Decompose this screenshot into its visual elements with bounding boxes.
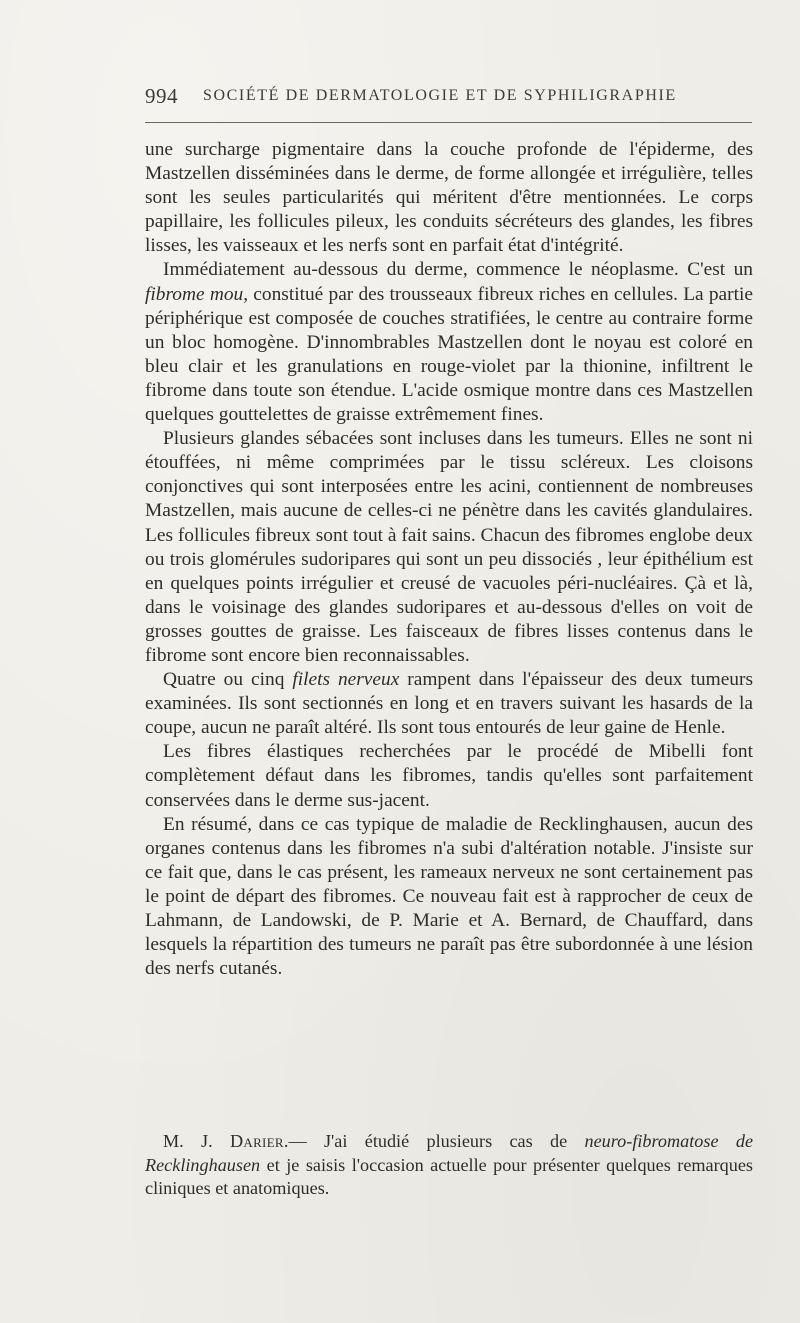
paragraph-text: Quatre ou cinq <box>163 669 293 691</box>
page-header <box>145 84 753 108</box>
paragraph-text: Les fibres élastiques recherchées par le procédé de Mibelli font complètement défaut dans les fibromes, tandis qu'elles sont parfaitement conservées dans le derme sus-jacent. <box>145 741 753 811</box>
paragraph-4 <box>145 668 753 740</box>
communication-paragraph <box>145 1130 753 1201</box>
header-rule <box>145 122 752 123</box>
communication-text <box>145 1130 753 1201</box>
italic-term: fibrome mou <box>145 283 244 305</box>
paragraph-1 <box>145 138 753 258</box>
paragraph-text: rampent dans l'épaisseur des deux tumeurs examinées. Ils sont sectionnés en long et en travers suivant les hasards de la coupe, aucun ne paraît altéré. Ils sont tous entourés de leur gaine de Henle. <box>145 669 754 739</box>
communication-rest: et je saisis l'occasion actuelle pour présenter quelques remarques cliniques et anatomiques. <box>145 1154 753 1198</box>
paragraph-text: , constitué par des trousseaux fibreux riches en cellules. La partie périphérique est composée de couches stratifiées, le centre au contraire forme un bloc homogène. D'innombrables Mastzellen dont le noyau est coloré en bleu clair et les granulations en rouge-violet par la thionine, infiltrent le fibrome dans toute son étendue. L'acide osmique montre dans ces Mastzellen quelques gouttelettes de graisse extrêmement fines. <box>145 283 753 426</box>
paragraph-6 <box>145 813 753 982</box>
communication-intro: .— J'ai étudié plusieurs cas de <box>283 1131 585 1151</box>
paragraph-text: Plusieurs glandes sébacées sont incluses dans les tumeurs. Elles ne sont ni étouffées, ni même comprimées par le tissu scléreux. Les cloisons conjonctives qui sont interposées entre les acini, contiennent de nombreuses Mastzellen, mais aucune de celles-ci ne pénètre dans les cavités glandulaires. Les follicules fibreux sont tout à fait sains. Chacun des fibromes englobe deux ou trois glomérules sudoripares qui sont un peu dissociés , leur épithélium est en quelques points irrégulier et creusé de vacuoles péri-nucléaires. Çà et là, dans le voisinage des glandes sudoripares et au-dessous d'elles on voit de grosses gouttes de graisse. Les faisceaux de fibres lisses contenus dans le fibrome sont encore bien reconnaissables. <box>145 428 753 666</box>
italic-topic: neuro-fibromatose de Recklinghausen <box>145 1131 754 1175</box>
body-text <box>145 138 753 981</box>
paragraph-3 <box>145 427 753 668</box>
paragraph-text: Immédiatement au-dessous du derme, commence le néoplasme. C'est un <box>163 259 753 281</box>
paragraph-5 <box>145 740 753 812</box>
speaker-name: Darier <box>229 1131 284 1151</box>
italic-term: filets nerveux <box>292 669 400 691</box>
page-number: 994 <box>145 84 178 108</box>
paragraph-text: une surcharge pigmentaire dans la couche profonde de l'épiderme, des Mastzellen disséminées dans le derme, de forme allongée et irrégulière, telles sont les seules particularités qui méritent d'être mentionnées. Le corps papillaire, les follicules pileux, les conduits sécréteurs des glandes, les fibres lisses, les vaisseaux et les nerfs sont en parfait état d'intégrité. <box>145 139 753 257</box>
speaker-prefix: M. J. <box>163 1131 230 1151</box>
paragraph-2 <box>145 258 753 427</box>
paragraph-text: En résumé, dans ce cas typique de maladie de Recklinghausen, aucun des organes contenus dans les fibromes n'a subi d'altération notable. J'insiste sur ce fait que, dans le cas présent, les rameaux nerveux ne sont certainement pas le point de départ des fibromes. Ce nouveau fait est à rapprocher de ceux de Lahmann, de Landowski, de P. Marie et A. Bernard, de Chauffard, dans lesquels la répartition des tumeurs ne paraît pas être subordonnée à une lésion des nerfs cutanés. <box>145 813 753 980</box>
running-title: SOCIÉTÉ DE DERMATOLOGIE ET DE SYPHILIGRAPHIE <box>203 87 677 104</box>
